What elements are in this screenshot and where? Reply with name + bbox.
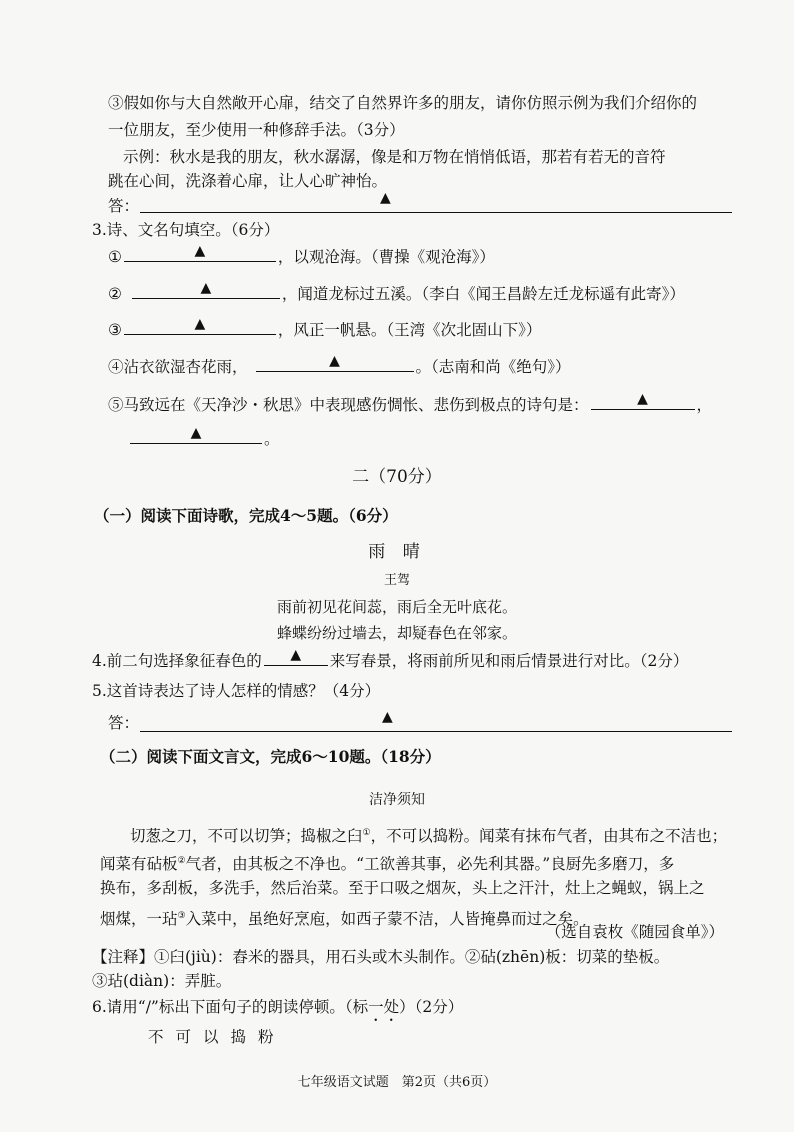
q3-item5-end: 。 <box>264 430 280 448</box>
q3-item5-pre: ⑤马致远在《天净沙・秋思》中表现感伤惆怅、悲伤到极点的诗句是： <box>108 396 589 414</box>
note-line2: ③玷(diàn)：弄脏。 <box>92 972 232 990</box>
q4 <box>92 647 689 672</box>
q3-item1-num: ① <box>108 248 122 266</box>
q3-item4-post: 。（志南和尚《绝句》） <box>415 358 571 376</box>
q4-post: 来写春景，将雨前所见和雨后情景进行对比。（2分） <box>329 652 689 670</box>
blank-triangle-icon: ▲ <box>194 243 206 259</box>
note-line1: 【注释】①臼(jiù)：舂米的器具，用石头或木头制作。②砧(zhēn)板：切菜的垫板。 <box>92 948 670 966</box>
essay-title: 洁净须知 <box>369 792 425 808</box>
q3-title: 3.诗、文名句填空。（6分） <box>92 221 280 239</box>
q3-item2 <box>108 280 685 305</box>
essay-line3: 换布，多刮板，多洗手，然后治菜。至于口吸之烟灰，头上之汗汁，灶上之蝇蚁，锅上之 <box>100 879 705 897</box>
essay-line2a: 闻菜有砧板 <box>100 855 178 874</box>
part1-title: （一）阅读下面诗歌，完成4～5题。（6分） <box>94 506 398 525</box>
q2-3-line2: 一位朋友，至少使用一种修辞手法。（3分） <box>108 121 405 139</box>
blank-triangle-icon: ▲ <box>190 425 202 441</box>
q3-item5-blank2[interactable] <box>130 425 262 444</box>
q3-item4-pre: ④沾衣欲湿杏花雨， <box>108 358 248 376</box>
part2-title: （二）阅读下面文言文，完成6～10题。（18分） <box>100 747 441 766</box>
q3-item4-blank[interactable] <box>256 353 414 372</box>
essay-source: （选自袁枚《随园食单》） <box>545 923 724 941</box>
essay-line4 <box>100 905 589 930</box>
q3-item3-text: ，风正一帆悬。（王湾《次北固山下》） <box>277 321 542 339</box>
essay-line1 <box>130 822 727 847</box>
q4-pre: 4.前二句选择象征春色的 <box>92 652 262 670</box>
q6-post: ）（2分） <box>399 998 464 1016</box>
q3-item3-num: ③ <box>108 321 122 339</box>
q3-item3 <box>108 316 542 341</box>
blank-triangle-icon: ▲ <box>200 280 212 296</box>
blank-triangle-icon: ▲ <box>194 316 206 332</box>
section2-title: 二（70分） <box>352 467 442 487</box>
essay-line2 <box>100 850 674 875</box>
essay-line4a: 烟煤，一玷 <box>100 910 178 929</box>
q3-item3-blank[interactable] <box>124 316 276 335</box>
poem-line2: 蜂蝶纷纷过墙去，却疑春色在邻家。 <box>276 624 517 642</box>
note-ref-1: ① <box>362 828 371 838</box>
q2-3-example2: 跳在心间，洗涤着心扉，让人心旷神怡。 <box>108 172 388 190</box>
q6-pre: 6.请用“/”标出下面句子的朗读停顿。（标 <box>92 998 369 1016</box>
q2-3-line1: ③假如你与大自然敞开心扉，结交了自然界许多的朋友，请你仿照示例为我们介绍你的 <box>108 94 698 112</box>
blank-triangle-icon: ▲ <box>382 709 393 725</box>
q3-item5-cont <box>128 425 280 450</box>
poem-author: 王驾 <box>383 573 410 588</box>
blank-triangle-icon: ▲ <box>637 391 648 407</box>
q5-answer-label: 答： <box>108 714 140 732</box>
blank-triangle-icon: ▲ <box>329 353 340 369</box>
q2-3-example1: 示例：秋水是我的朋友，秋水潺潺，像是和万物在悄悄低语，那若有若无的音符 <box>123 148 666 166</box>
q3-item4 <box>108 353 571 378</box>
poem-line1: 雨前初见花间蕊，雨后全无叶底花。 <box>276 598 517 616</box>
q3-item5 <box>108 391 713 416</box>
q3-item2-text: ，闻道龙标过五溪。（李白《闻王昌龄左迁龙标遥有此寄》） <box>281 285 685 303</box>
q6-sentence[interactable]: 不可以捣粉 <box>148 1028 286 1046</box>
q2-3-answer-line[interactable] <box>140 211 732 213</box>
q4-blank[interactable] <box>264 647 328 666</box>
q3-item5-blank1[interactable] <box>591 391 695 410</box>
blank-triangle-icon: ▲ <box>290 647 302 663</box>
essay-line4b: 入菜中，虽绝好烹庖，如西子蒙不洁，人皆掩鼻而过之矣。 <box>185 910 589 929</box>
q3-item1-blank[interactable] <box>124 243 276 262</box>
q5-answer-line[interactable] <box>140 730 732 732</box>
note-ref-2: ② <box>177 856 186 866</box>
q3-item1 <box>108 243 495 268</box>
q3-item2-num: ② <box>108 285 122 303</box>
essay-line1b: ，不可以捣粉。闻菜有抹布气者，由其布之不洁也； <box>370 827 728 846</box>
note-ref-3: ③ <box>177 911 186 921</box>
q5: 5.这首诗表达了诗人怎样的情感？（4分） <box>92 682 381 700</box>
q2-3-answer-label: 答： <box>108 197 140 215</box>
essay-line2b: 气者，由其板之不净也。“工欲善其事，必先利其器。”良厨先多磨刀，多 <box>185 855 675 874</box>
blank-triangle-icon: ▲ <box>380 190 391 206</box>
page-footer: 七年级语文试题 第2页（共6页） <box>297 1075 497 1090</box>
essay-line1a: 切葱之刀，不可以切笋；捣椒之臼 <box>130 827 363 846</box>
q6 <box>92 996 463 1025</box>
q6-dotted: 一处 <box>368 998 400 1016</box>
q3-item5-comma: ， <box>696 396 713 414</box>
q3-item2-blank[interactable] <box>132 280 280 299</box>
q3-item1-text: ，以观沧海。（曹操《观沧海》） <box>277 248 495 266</box>
poem-title: 雨 晴 <box>368 542 426 562</box>
